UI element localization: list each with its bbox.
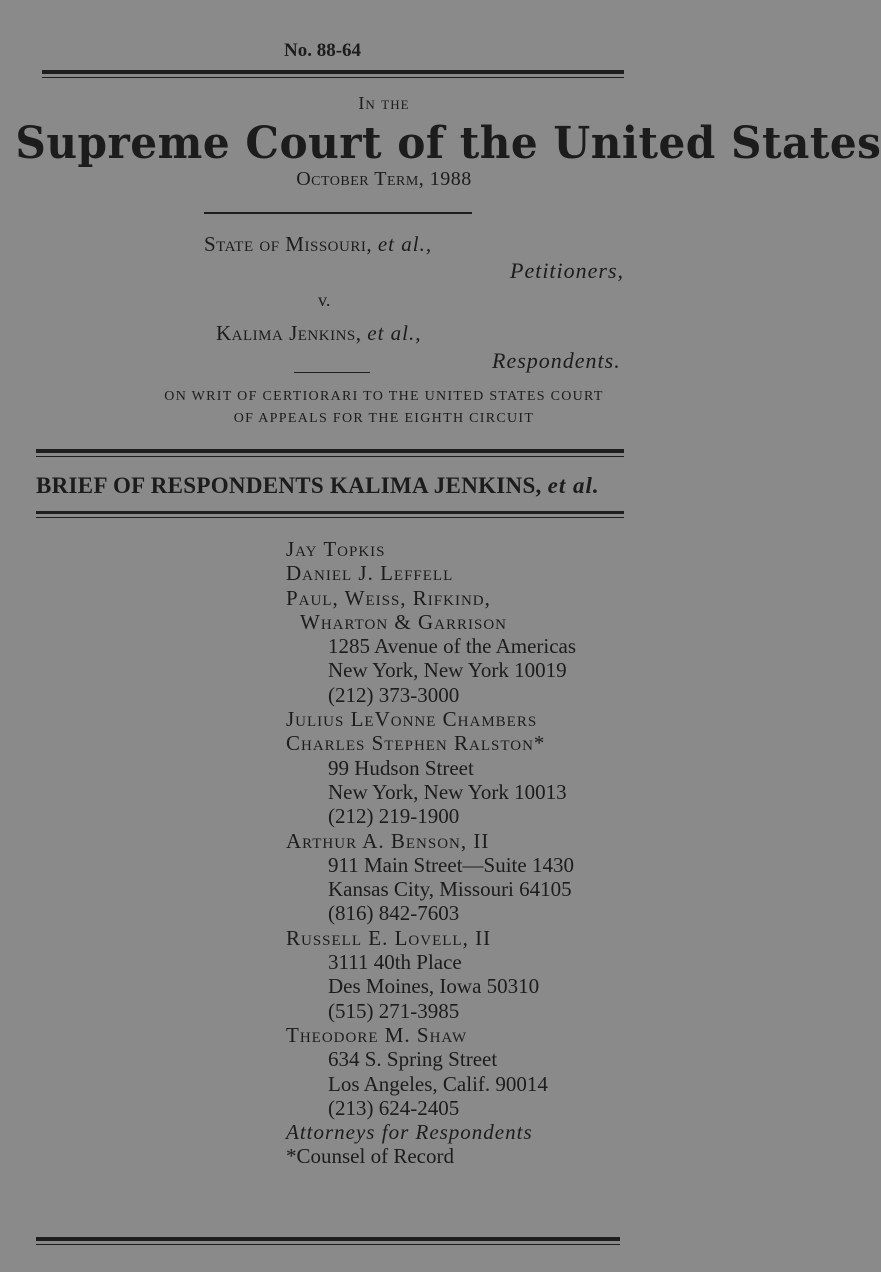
attorney-name: Julius LeVonne Chambers (286, 707, 538, 732)
counsel-footnote: *Counsel of Record (286, 1144, 454, 1169)
address-line: 1285 Avenue of the Americas (328, 634, 577, 659)
attorney-name: Russell E. Lovell, II (286, 925, 492, 950)
petitioner-text: State of Missouri, (204, 232, 373, 256)
court-name: Supreme Court of the United States (15, 118, 881, 169)
attorney-name: Theodore M. Shaw (286, 1022, 468, 1047)
versus-label: v. (318, 290, 331, 310)
lower-rule-thin (36, 517, 624, 518)
docket-number: No. 88-64 (284, 40, 362, 61)
lower-rule-thick (36, 511, 624, 514)
top-rule-thin (42, 77, 624, 78)
address-line: 634 S. Spring Street (328, 1047, 498, 1072)
attorney-list (286, 537, 576, 1169)
brief-title-text: BRIEF OF RESPONDENTS KALIMA JENKINS, (36, 473, 542, 498)
phone-line: (213) 624-2405 (328, 1095, 460, 1120)
petitioner-name (204, 232, 432, 257)
address-line: 99 Hudson Street (328, 755, 474, 780)
attorney-role: Attorneys for Respondents (286, 1120, 533, 1145)
attorney-name: Daniel J. Leffell (286, 561, 454, 586)
respondent-name (216, 321, 422, 346)
respondent-text: Kalima Jenkins, (216, 321, 362, 345)
respondents-role: Respondents. (492, 348, 621, 373)
mid-rule-thin (36, 456, 624, 457)
phone-line: (212) 219-1900 (328, 804, 460, 829)
attorney-name: Arthur A. Benson, II (286, 828, 490, 853)
address-line: New York, New York 10013 (328, 779, 567, 804)
petitioners-role: Petitioners, (510, 258, 625, 283)
writ-line-1: ON WRIT OF CERTIORARI TO THE UNITED STATES COURT (164, 389, 604, 404)
bottom-rule-thick (36, 1237, 620, 1241)
phone-line: (212) 373-3000 (328, 682, 460, 707)
in-the-label: In the (358, 93, 410, 113)
attorney-name: Charles Stephen Ralston* (286, 731, 546, 756)
respondent-etal: et al., (367, 321, 422, 345)
address-line: Los Angeles, Calif. 90014 (328, 1071, 548, 1096)
address-line: New York, New York 10019 (328, 658, 567, 683)
term-label: October Term, 1988 (296, 168, 472, 190)
address-line: Kansas City, Missouri 64105 (328, 877, 572, 902)
petitioner-etal: et al., (377, 232, 433, 256)
law-firm-line: Paul, Weiss, Rifkind, (286, 585, 491, 610)
address-line: 3111 40th Place (328, 950, 462, 975)
bottom-rule-thin (36, 1244, 620, 1245)
mid-rule-thick (36, 449, 624, 453)
brief-title-etal: et al. (547, 473, 600, 498)
top-rule-thick (42, 70, 624, 74)
term-rule (204, 212, 472, 214)
brief-title (36, 473, 600, 499)
address-line: Des Moines, Iowa 50310 (328, 974, 540, 999)
attorney-name: Jay Topkis (286, 537, 386, 561)
phone-line: (816) 842-7603 (328, 901, 460, 926)
caption-rule (294, 372, 370, 373)
writ-line-2: OF APPEALS FOR THE EIGHTH CIRCUIT (233, 411, 535, 426)
law-firm-line: Wharton & Garrison (300, 609, 507, 634)
address-line: 911 Main Street—Suite 1430 (328, 852, 574, 877)
phone-line: (515) 271-3985 (328, 998, 460, 1023)
